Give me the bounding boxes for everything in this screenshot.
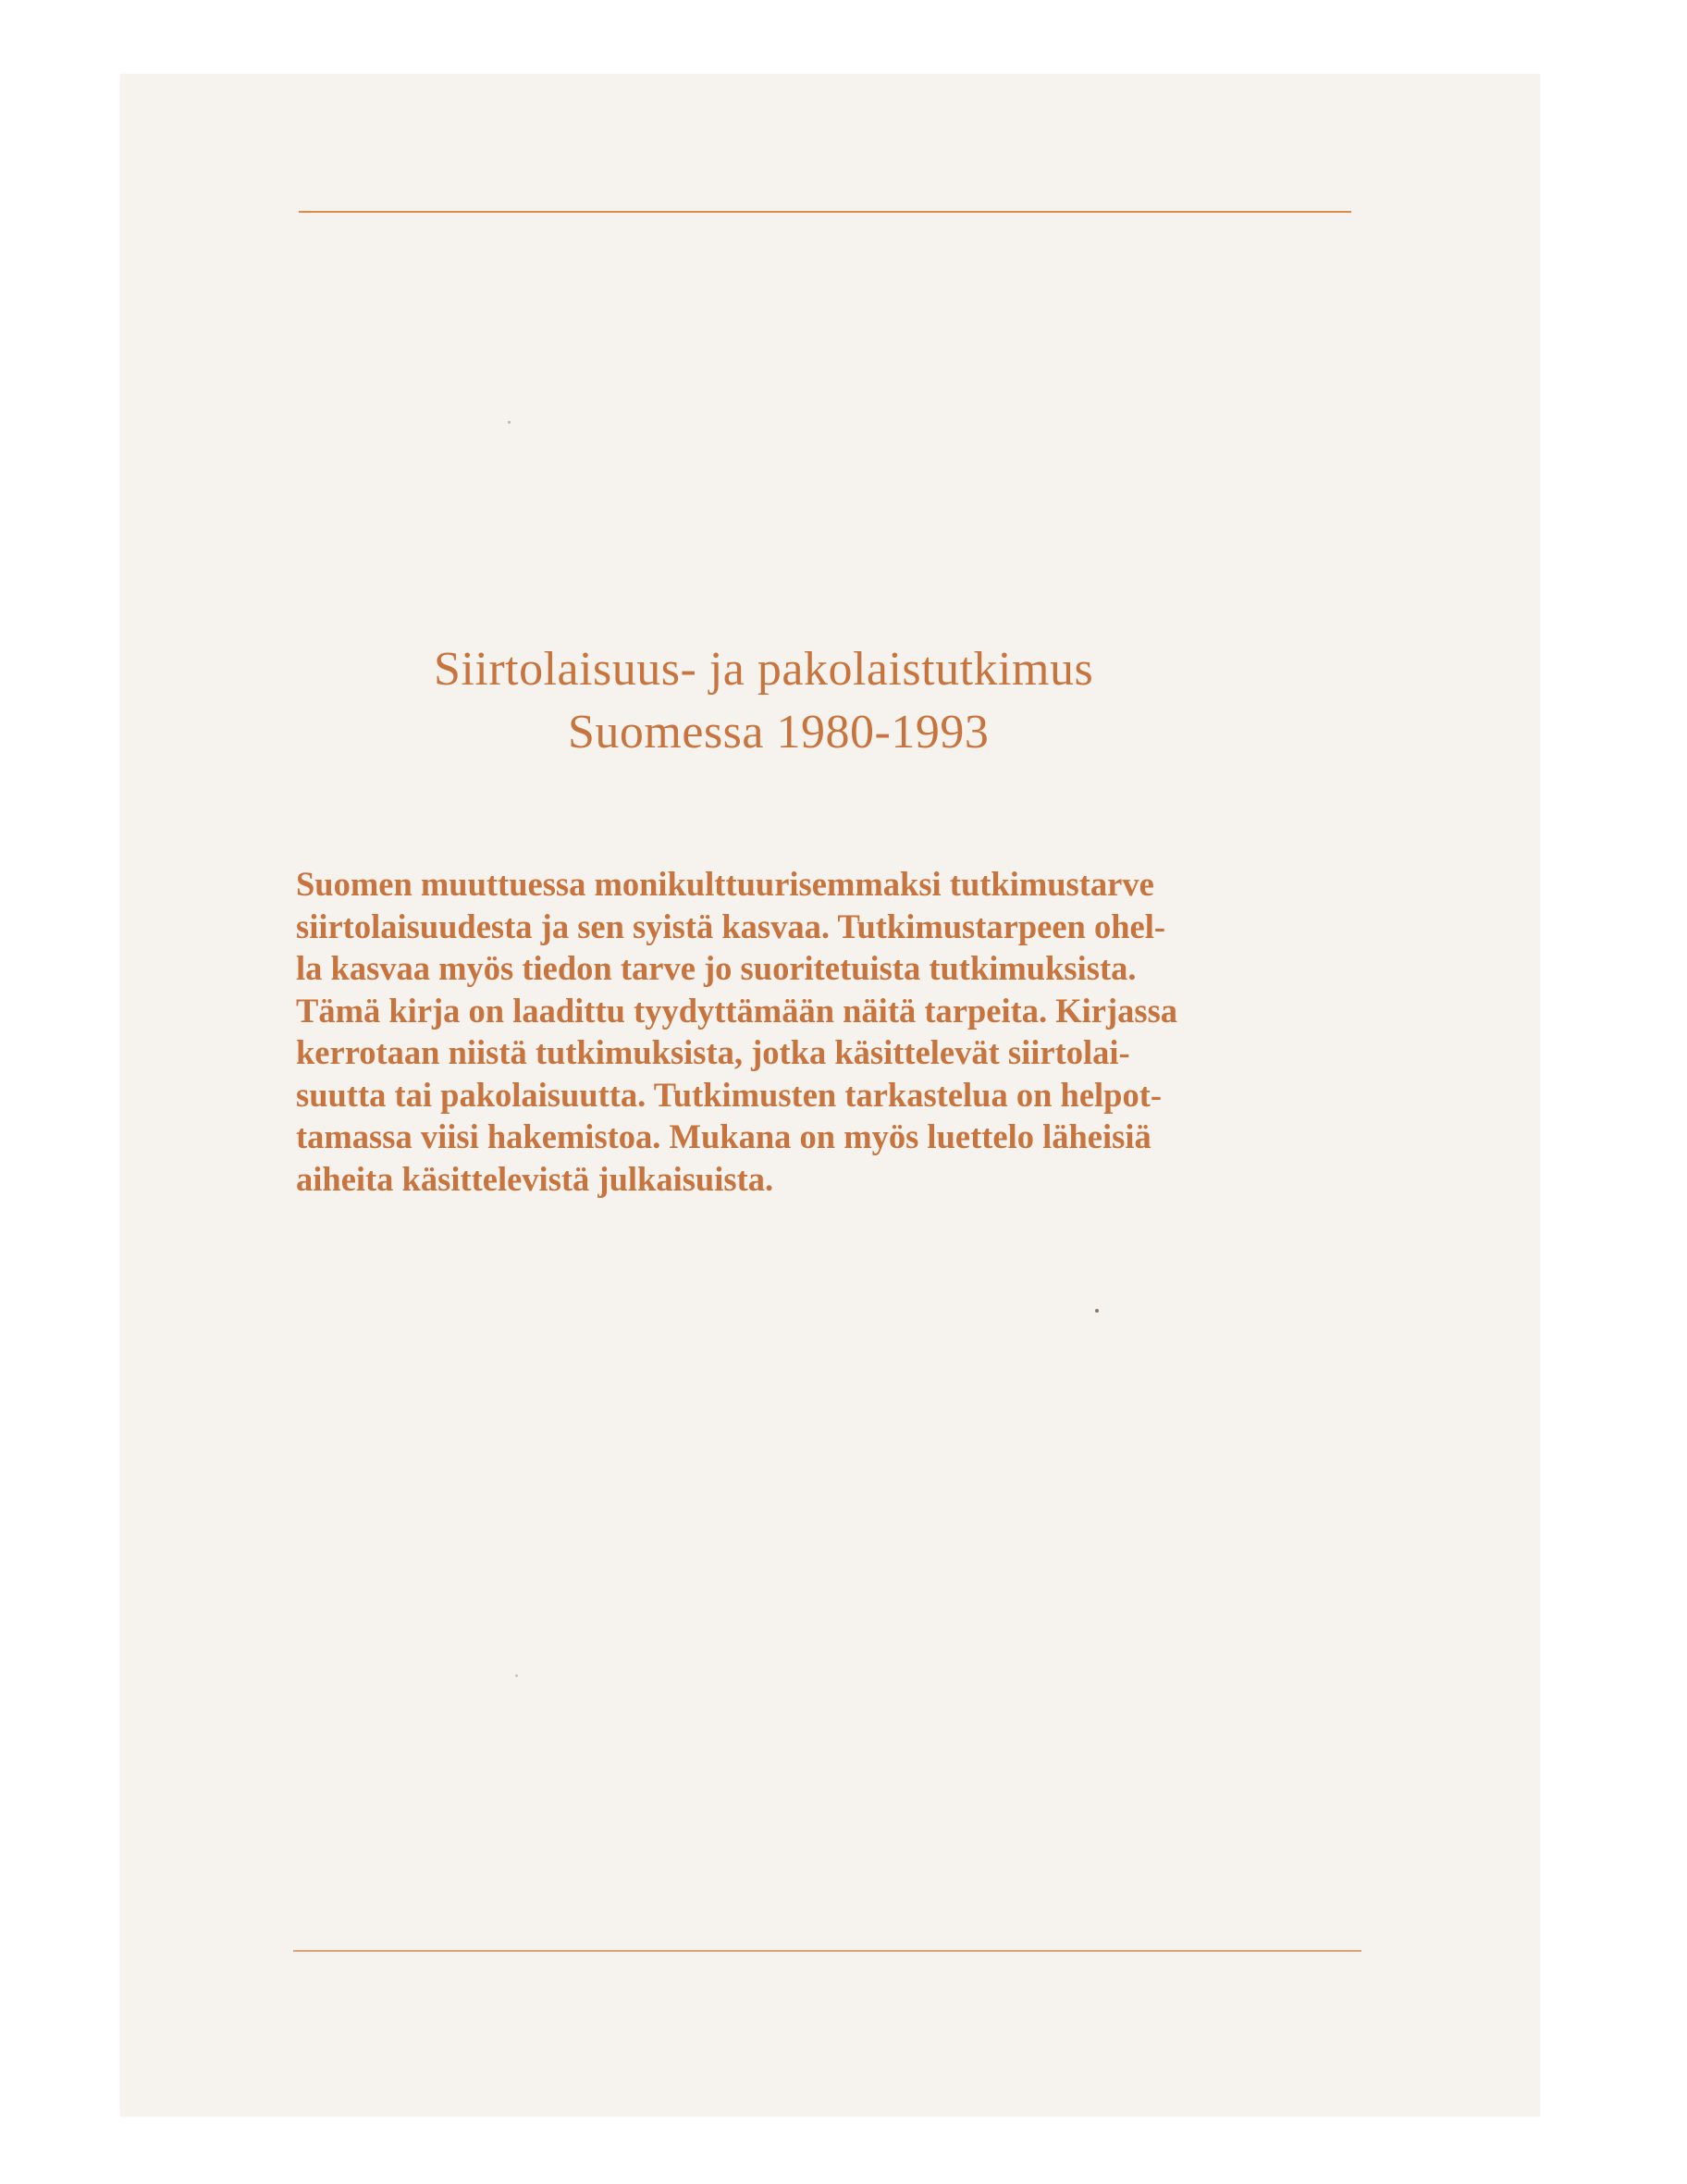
description-line: siirtolaisuudesta ja sen syistä kasvaa. Tutkimustarpeen ohel- — [296, 907, 1166, 945]
paper-speck — [508, 421, 511, 424]
book-title — [120, 638, 1540, 764]
description-line: aiheita käsittelevistä julkaisuista. — [296, 1159, 774, 1198]
title-line-2: Suomessa 1980-1993 — [568, 706, 990, 759]
paper-speck — [1095, 1309, 1099, 1313]
description-paragraph — [296, 863, 1369, 1200]
bottom-divider-rule — [293, 1950, 1361, 1952]
book-back-cover — [120, 74, 1540, 2116]
description-line: kerrotaan niistä tutkimuksista, jotka käsittelevät siirtolai- — [296, 1033, 1130, 1071]
description-line: Tämä kirja on laadittu tyydyttämään näitä tarpeita. Kirjassa — [296, 991, 1178, 1030]
paper-speck — [515, 1674, 518, 1677]
description-line: suutta tai pakolaisuutta. Tutkimusten tarkastelua on helpot- — [296, 1075, 1163, 1114]
top-divider-rule — [299, 211, 1351, 213]
description-line: tamassa viisi hakemistoa. Mukana on myös luettelo läheisiä — [296, 1117, 1151, 1155]
description-line: Suomen muuttuessa monikulttuurisemmaksi tutkimustarve — [296, 865, 1154, 903]
description-line: la kasvaa myös tiedon tarve jo suoritetuista tutkimuksista. — [296, 949, 1137, 987]
title-line-1: Siirtolaisuus- ja pakolaistutkimus — [434, 643, 1094, 696]
